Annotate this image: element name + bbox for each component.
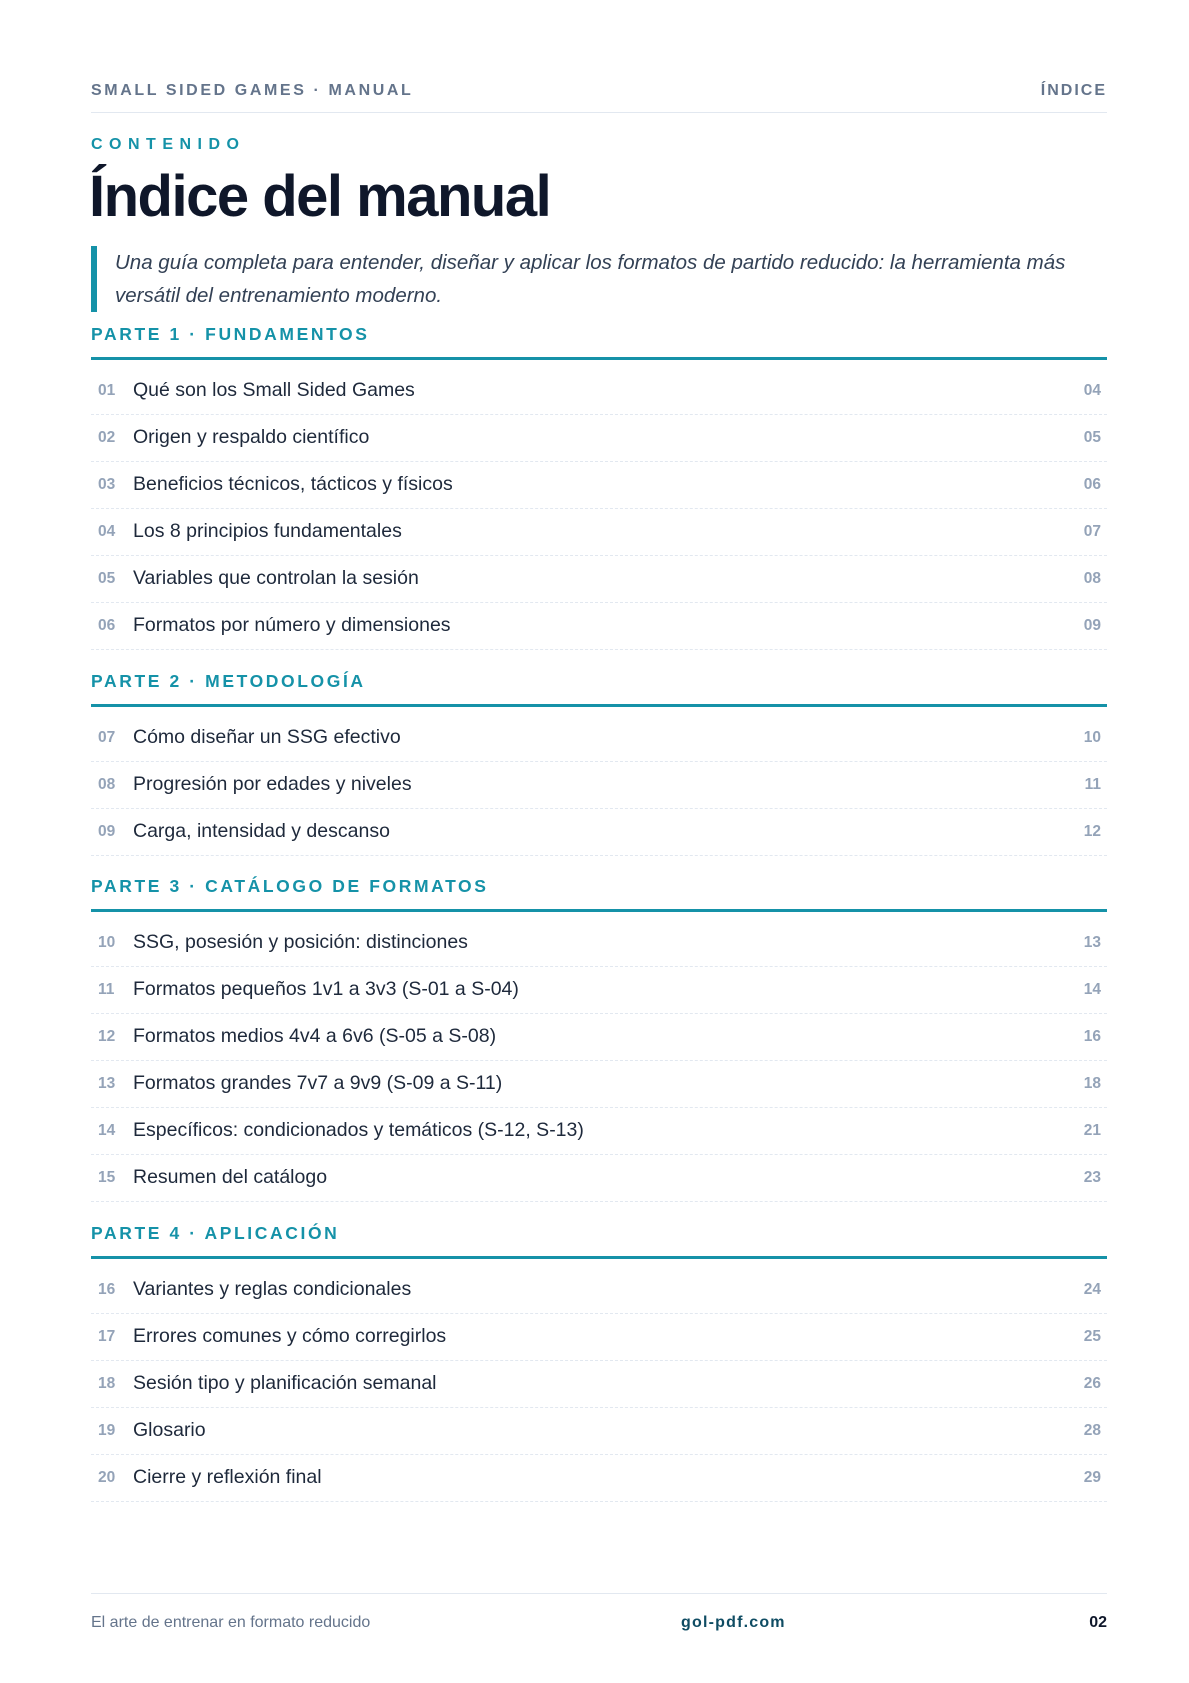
entry-title: Formatos grandes 7v7 a 9v9 (S-09 a S-11) — [133, 1072, 503, 1094]
entry-title: Cómo diseñar un SSG efectivo — [133, 726, 401, 748]
entry-number: 17 — [98, 1328, 116, 1345]
entry-number: 18 — [98, 1375, 116, 1392]
toc-entry[interactable] — [91, 967, 1107, 1014]
entry-page: 08 — [1083, 570, 1101, 587]
toc-entry[interactable] — [91, 603, 1107, 650]
part-heading: PARTE 3 · CATÁLOGO DE FORMATOS — [91, 875, 1107, 912]
entry-title: Sesión tipo y planificación semanal — [133, 1372, 437, 1394]
entry-page: 10 — [1083, 729, 1101, 746]
footer-tagline: El arte de entrenar en formato reducido — [91, 1614, 371, 1631]
entry-page: 07 — [1083, 523, 1101, 540]
entry-page: 11 — [1084, 776, 1101, 793]
page-title: Índice del manual — [89, 164, 551, 229]
entry-title: Resumen del catálogo — [133, 1166, 328, 1188]
entry-number: 16 — [98, 1281, 116, 1298]
toc-entry[interactable] — [91, 762, 1107, 809]
entry-number: 08 — [98, 776, 116, 793]
entry-number: 14 — [98, 1122, 116, 1139]
entry-title: Carga, intensidad y descanso — [133, 820, 390, 842]
page-footer — [91, 1593, 1107, 1634]
entry-title: Variables que controlan la sesión — [133, 567, 419, 589]
toc-entry[interactable] — [91, 920, 1107, 967]
entry-number: 04 — [98, 523, 116, 540]
part-2 — [91, 670, 1107, 856]
entry-page: 06 — [1083, 476, 1101, 493]
entry-page: 04 — [1083, 382, 1101, 399]
toc-list — [91, 715, 1107, 856]
toc-list — [91, 1267, 1107, 1502]
toc-entry[interactable] — [91, 462, 1107, 509]
entry-number: 05 — [98, 570, 116, 587]
entry-title: Específicos: condicionados y temáticos (S-12, S-13) — [133, 1119, 584, 1141]
entry-page: 12 — [1083, 823, 1101, 840]
entry-page: 16 — [1083, 1028, 1101, 1045]
entry-title: Formatos por número y dimensiones — [133, 614, 451, 636]
part-heading: PARTE 2 · METODOLOGÍA — [91, 670, 1107, 707]
header-manual-title: SMALL SIDED GAMES · MANUAL — [91, 82, 414, 99]
entry-number: 13 — [98, 1075, 116, 1092]
entry-title: Origen y respaldo científico — [133, 426, 370, 448]
entry-number: 12 — [98, 1028, 116, 1045]
entry-number: 01 — [98, 382, 116, 399]
header-section-label: ÍNDICE — [1040, 82, 1107, 99]
toc-entry[interactable] — [91, 509, 1107, 556]
entry-number: 10 — [98, 934, 116, 951]
part-1 — [91, 323, 1107, 650]
entry-page: 14 — [1083, 981, 1101, 998]
toc-entry[interactable] — [91, 809, 1107, 856]
toc-entry[interactable] — [91, 415, 1107, 462]
entry-page: 23 — [1083, 1169, 1101, 1186]
entry-title: Formatos medios 4v4 a 6v6 (S-05 a S-08) — [133, 1025, 497, 1047]
entry-number: 07 — [98, 729, 116, 746]
entry-title: Beneficios técnicos, tácticos y físicos — [133, 473, 453, 495]
entry-number: 19 — [98, 1422, 116, 1439]
entry-title: Variantes y reglas condicionales — [133, 1278, 412, 1300]
toc-entry[interactable] — [91, 368, 1107, 415]
entry-number: 06 — [98, 617, 116, 634]
running-header — [91, 82, 1107, 113]
toc-entry[interactable] — [91, 1361, 1107, 1408]
toc-entry[interactable] — [91, 1267, 1107, 1314]
eyebrow-label: CONTENIDO — [91, 136, 246, 153]
entry-title: Los 8 principios fundamentales — [133, 520, 402, 542]
entry-number: 02 — [98, 429, 116, 446]
entry-page: 21 — [1083, 1122, 1101, 1139]
toc-list — [91, 368, 1107, 650]
entry-title: Qué son los Small Sided Games — [133, 379, 415, 401]
entry-page: 18 — [1083, 1075, 1101, 1092]
part-4 — [91, 1222, 1107, 1502]
toc-entry[interactable] — [91, 1455, 1107, 1502]
toc-entry[interactable] — [91, 1014, 1107, 1061]
entry-title: Errores comunes y cómo corregirlos — [133, 1325, 447, 1347]
footer-page-number: 02 — [1089, 1614, 1107, 1631]
part-3 — [91, 875, 1107, 1202]
entry-number: 15 — [98, 1169, 116, 1186]
entry-title: Cierre y reflexión final — [133, 1466, 322, 1488]
toc-entry[interactable] — [91, 1108, 1107, 1155]
entry-title: Progresión por edades y niveles — [133, 773, 412, 795]
part-heading: PARTE 1 · FUNDAMENTOS — [91, 323, 1107, 360]
entry-page: 26 — [1083, 1375, 1101, 1392]
entry-title: Glosario — [133, 1419, 206, 1441]
entry-number: 09 — [98, 823, 116, 840]
entry-title: SSG, posesión y posición: distinciones — [133, 931, 468, 953]
entry-page: 28 — [1083, 1422, 1101, 1439]
entry-page: 24 — [1083, 1281, 1101, 1298]
toc-entry[interactable] — [91, 1314, 1107, 1361]
entry-number: 20 — [98, 1469, 116, 1486]
toc-list — [91, 920, 1107, 1202]
lead-quote: Una guía completa para entender, diseñar y aplicar los formatos de partido reducido: la herramienta más versátil del entrenamiento moderno. — [91, 246, 1107, 312]
toc-entry[interactable] — [91, 1155, 1107, 1202]
entry-page: 25 — [1083, 1328, 1101, 1345]
entry-number: 03 — [98, 476, 116, 493]
toc-entry[interactable] — [91, 556, 1107, 603]
entry-page: 05 — [1083, 429, 1101, 446]
toc-entry[interactable] — [91, 715, 1107, 762]
entry-number: 11 — [98, 981, 115, 998]
entry-page: 29 — [1083, 1469, 1101, 1486]
entry-page: 09 — [1083, 617, 1101, 634]
toc-entry[interactable] — [91, 1408, 1107, 1455]
toc-entry[interactable] — [91, 1061, 1107, 1108]
entry-title: Formatos pequeños 1v1 a 3v3 (S-01 a S-04) — [133, 978, 519, 1000]
part-heading: PARTE 4 · APLICACIÓN — [91, 1222, 1107, 1259]
footer-site-link[interactable]: gol-pdf.com — [681, 1614, 786, 1631]
entry-page: 13 — [1083, 934, 1101, 951]
